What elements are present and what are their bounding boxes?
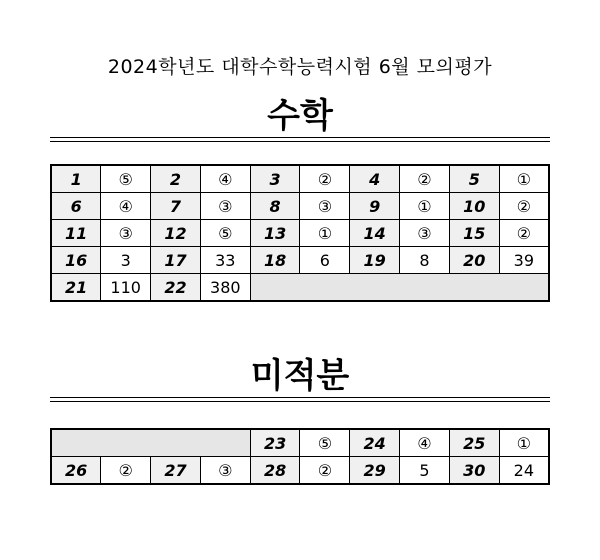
answer-value: ② xyxy=(499,193,549,220)
question-number: 25 xyxy=(449,429,499,457)
answer-value: 6 xyxy=(300,247,350,274)
answer-value: ② xyxy=(101,457,151,485)
question-number: 8 xyxy=(250,193,300,220)
answer-value: 3 xyxy=(101,247,151,274)
answer-value: ③ xyxy=(101,220,151,247)
question-number: 29 xyxy=(350,457,400,485)
answer-value: ③ xyxy=(400,220,450,247)
calculus-answer-table xyxy=(50,428,550,485)
question-number: 27 xyxy=(151,457,201,485)
section-title-common: 수학 xyxy=(267,96,333,136)
answer-value: ③ xyxy=(300,193,350,220)
question-number: 17 xyxy=(151,247,201,274)
answer-value: 33 xyxy=(200,247,250,274)
answer-value: ③ xyxy=(200,193,250,220)
answer-value: ② xyxy=(400,165,450,193)
answer-value: ① xyxy=(499,429,549,457)
answer-value: ④ xyxy=(400,429,450,457)
question-number: 11 xyxy=(51,220,101,247)
question-number: 14 xyxy=(350,220,400,247)
answer-value: 8 xyxy=(400,247,450,274)
section-title-calculus: 미적분 xyxy=(250,356,350,396)
question-number: 15 xyxy=(449,220,499,247)
common-answer-table xyxy=(50,164,550,302)
question-number: 2 xyxy=(151,165,201,193)
question-number: 12 xyxy=(151,220,201,247)
question-number: 24 xyxy=(350,429,400,457)
answer-value: ④ xyxy=(200,165,250,193)
answer-row xyxy=(51,457,549,485)
answer-value: 5 xyxy=(400,457,450,485)
question-number: 23 xyxy=(250,429,300,457)
question-number: 21 xyxy=(51,274,101,302)
question-number: 6 xyxy=(51,193,101,220)
answer-value: ⑤ xyxy=(300,429,350,457)
question-number: 7 xyxy=(151,193,201,220)
question-number: 1 xyxy=(51,165,101,193)
answer-value: 39 xyxy=(499,247,549,274)
question-number: 10 xyxy=(449,193,499,220)
question-number: 9 xyxy=(350,193,400,220)
answer-row xyxy=(51,165,549,193)
answer-value: 380 xyxy=(200,274,250,302)
question-number: 22 xyxy=(151,274,201,302)
section-divider xyxy=(50,397,550,402)
answer-value: ① xyxy=(400,193,450,220)
section-divider xyxy=(50,137,550,142)
answer-value: 110 xyxy=(101,274,151,302)
answer-value: ② xyxy=(499,220,549,247)
answer-row xyxy=(51,429,549,457)
answer-row xyxy=(51,220,549,247)
answer-value: ⑤ xyxy=(200,220,250,247)
question-number: 13 xyxy=(250,220,300,247)
answer-value: ① xyxy=(499,165,549,193)
answer-value: 24 xyxy=(499,457,549,485)
question-number: 20 xyxy=(449,247,499,274)
empty-cell xyxy=(51,429,250,457)
question-number: 5 xyxy=(449,165,499,193)
exam-title: 2024학년도 대학수학능력시험 6월 모의평가 xyxy=(107,56,493,78)
answer-row xyxy=(51,247,549,274)
question-number: 16 xyxy=(51,247,101,274)
question-number: 4 xyxy=(350,165,400,193)
answer-value: ① xyxy=(300,220,350,247)
question-number: 30 xyxy=(449,457,499,485)
answer-row xyxy=(51,193,549,220)
question-number: 18 xyxy=(250,247,300,274)
question-number: 19 xyxy=(350,247,400,274)
question-number: 26 xyxy=(51,457,101,485)
answer-value: ② xyxy=(300,457,350,485)
empty-cell xyxy=(250,274,549,302)
question-number: 3 xyxy=(250,165,300,193)
answer-value: ④ xyxy=(101,193,151,220)
answer-value: ② xyxy=(300,165,350,193)
answer-value: ③ xyxy=(200,457,250,485)
question-number: 28 xyxy=(250,457,300,485)
answer-value: ⑤ xyxy=(101,165,151,193)
answer-row xyxy=(51,274,549,302)
